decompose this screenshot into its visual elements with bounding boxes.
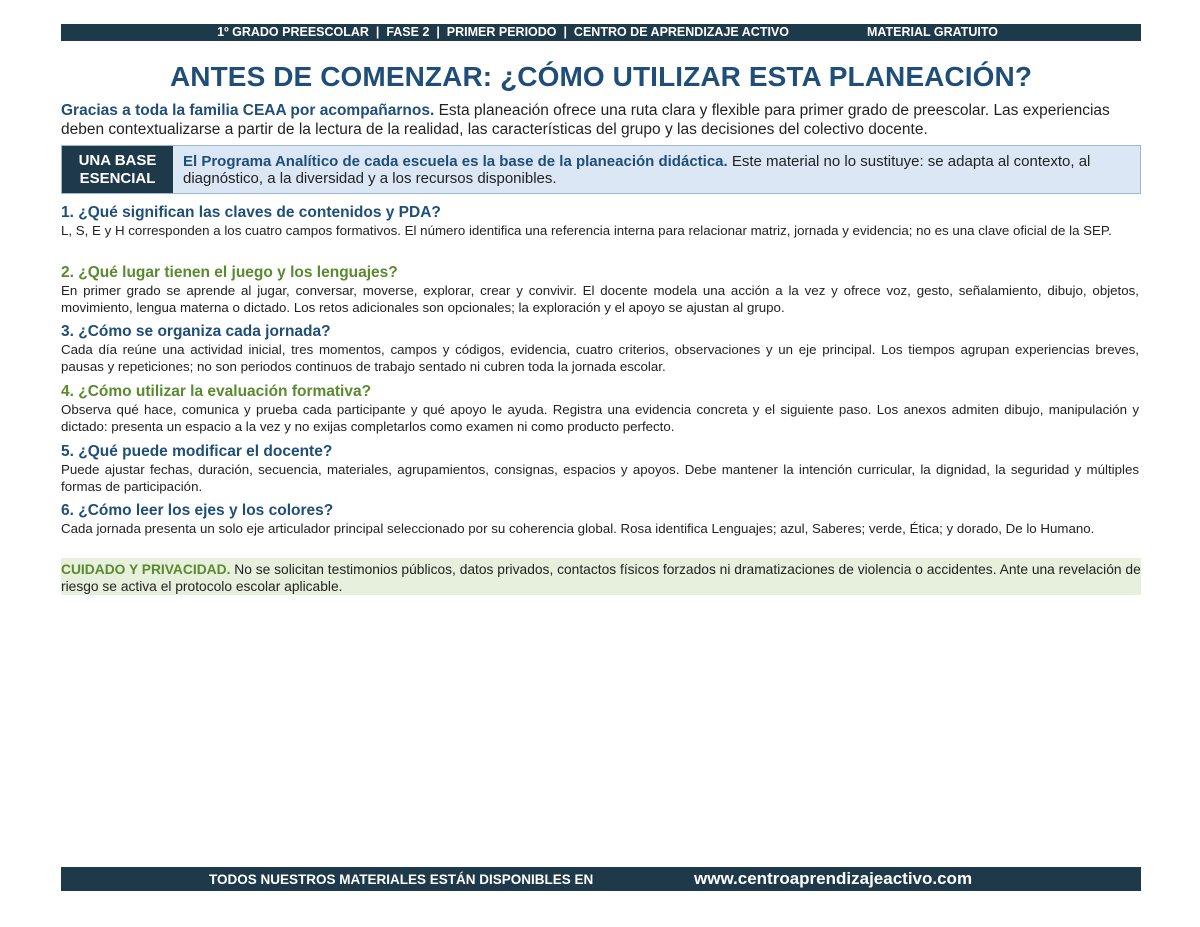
essential-text: Este material no lo sustituye: se adapta al contexto, al diagnóstico, a la diversidad y a los recursos disponibles.: [183, 153, 1091, 187]
section-5-title: 5. ¿Qué puede modificar el docente?: [61, 443, 333, 460]
section-1-title: 1. ¿Qué significan las claves de contenidos y PDA?: [61, 204, 441, 221]
essential-tag-line2: ESENCIAL: [79, 169, 156, 187]
section-2: [61, 263, 1139, 316]
section-5-text: Puede ajustar fechas, duración, secuencia, materiales, agrupamientos, consignas, espacios y apoyos. Debe mantener la intención curricular, la dignidad, la seguridad y múltiples formas de participación.: [61, 462, 1139, 494]
care-text: No se solicitan testimonios públicos, datos privados, contactos físicos forzados ni dramatizaciones de violencia o accidentes. Ante una revelación de riesgo se activa el protocolo escolar aplicable.: [61, 562, 1141, 594]
section-4-title: 4. ¿Cómo utilizar la evaluación formativa?: [61, 383, 372, 400]
section-3-text: Cada día reúne una actividad inicial, tres momentos, campos y códigos, evidencia, cuatro criterios, observaciones y un eje principal. Los tiempos agrupan experiencias breves, pausas y repeticiones; no son periodos continuos de trabajo sentado ni cubren toda la jornada escolar.: [61, 342, 1139, 374]
section-2-text: En primer grado se aprende al jugar, conversar, moverse, explorar, crear y convivir. El docente modela una acción a la vez y ofrece voz, gesto, señalamiento, dibujo, objetos, movimiento, lengua materna o dictado. Los retos adicionales son opcionales; la exploración y el apoyo se ajustan al grupo.: [61, 283, 1139, 315]
essential-tag: [62, 146, 173, 193]
section-2-title: 2. ¿Qué lugar tienen el juego y los lenguajes?: [61, 264, 398, 281]
essential-text-block: [183, 153, 1133, 187]
intro-text: Esta planeación ofrece una ruta clara y flexible para primer grado de preescolar. Las experiencias deben contextualizarse a partir de la lectura de la realidad, las características del grupo y las decisiones del colectivo docente.: [61, 102, 1110, 138]
section-1: [61, 203, 1139, 239]
section-5: [61, 442, 1139, 495]
essential-lead: El Programa Analítico de cada escuela es la base de la planeación didáctica.: [183, 153, 728, 170]
section-4: [61, 382, 1139, 435]
header-free-material: MATERIAL GRATUITO: [867, 25, 999, 39]
care-privacy-box: [61, 558, 1141, 595]
section-1-text: L, S, E y H corresponden a los cuatro campos formativos. El número identifica una referencia interna para relacionar matriz, jornada y evidencia; no es una clave oficial de la SEP.: [61, 223, 1112, 238]
care-lead: CUIDADO Y PRIVACIDAD.: [61, 562, 231, 577]
section-6-text: Cada jornada presenta un solo eje articulador principal seleccionado por su coherencia global. Rosa identifica Lenguajes; azul, Saberes; verde, Ética; y dorado, De lo Humano.: [61, 521, 1095, 536]
section-3: [61, 322, 1139, 375]
footer-url-link[interactable]: www.centroaprendizajeactivo.com: [694, 869, 973, 888]
intro-lead: Gracias a toda la familia CEAA por acompañarnos.: [61, 102, 435, 119]
essential-tag-line1: UNA BASE: [78, 151, 157, 169]
section-6-title: 6. ¿Cómo leer los ejes y los colores?: [61, 502, 334, 519]
essential-base-box: [61, 145, 1141, 194]
header-program-info: 1º GRADO PREESCOLAR | FASE 2 | PRIMER PERIODO | CENTRO DE APRENDIZAJE ACTIVO: [217, 25, 789, 39]
footer-bar: [61, 867, 1141, 891]
top-header-bar: [61, 24, 1141, 41]
section-3-title: 3. ¿Cómo se organiza cada jornada?: [61, 323, 331, 340]
page-title: ANTES DE COMENZAR: ¿CÓMO UTILIZAR ESTA PLANEACIÓN?: [169, 61, 1033, 92]
care-paragraph: [61, 558, 1141, 595]
intro-paragraph: [61, 101, 1141, 139]
footer-text: TODOS NUESTROS MATERIALES ESTÁN DISPONIBLES EN: [209, 872, 594, 887]
section-4-text: Observa qué hace, comunica y prueba cada participante y qué apoyo le ayuda. Registra una evidencia concreta y el siguiente paso. Los anexos admiten dibujo, manipulación y dictado: presenta un espacio a la vez y no exijas completarlos como examen ni como producto perfecto.: [61, 402, 1139, 434]
section-6: [61, 501, 1139, 537]
